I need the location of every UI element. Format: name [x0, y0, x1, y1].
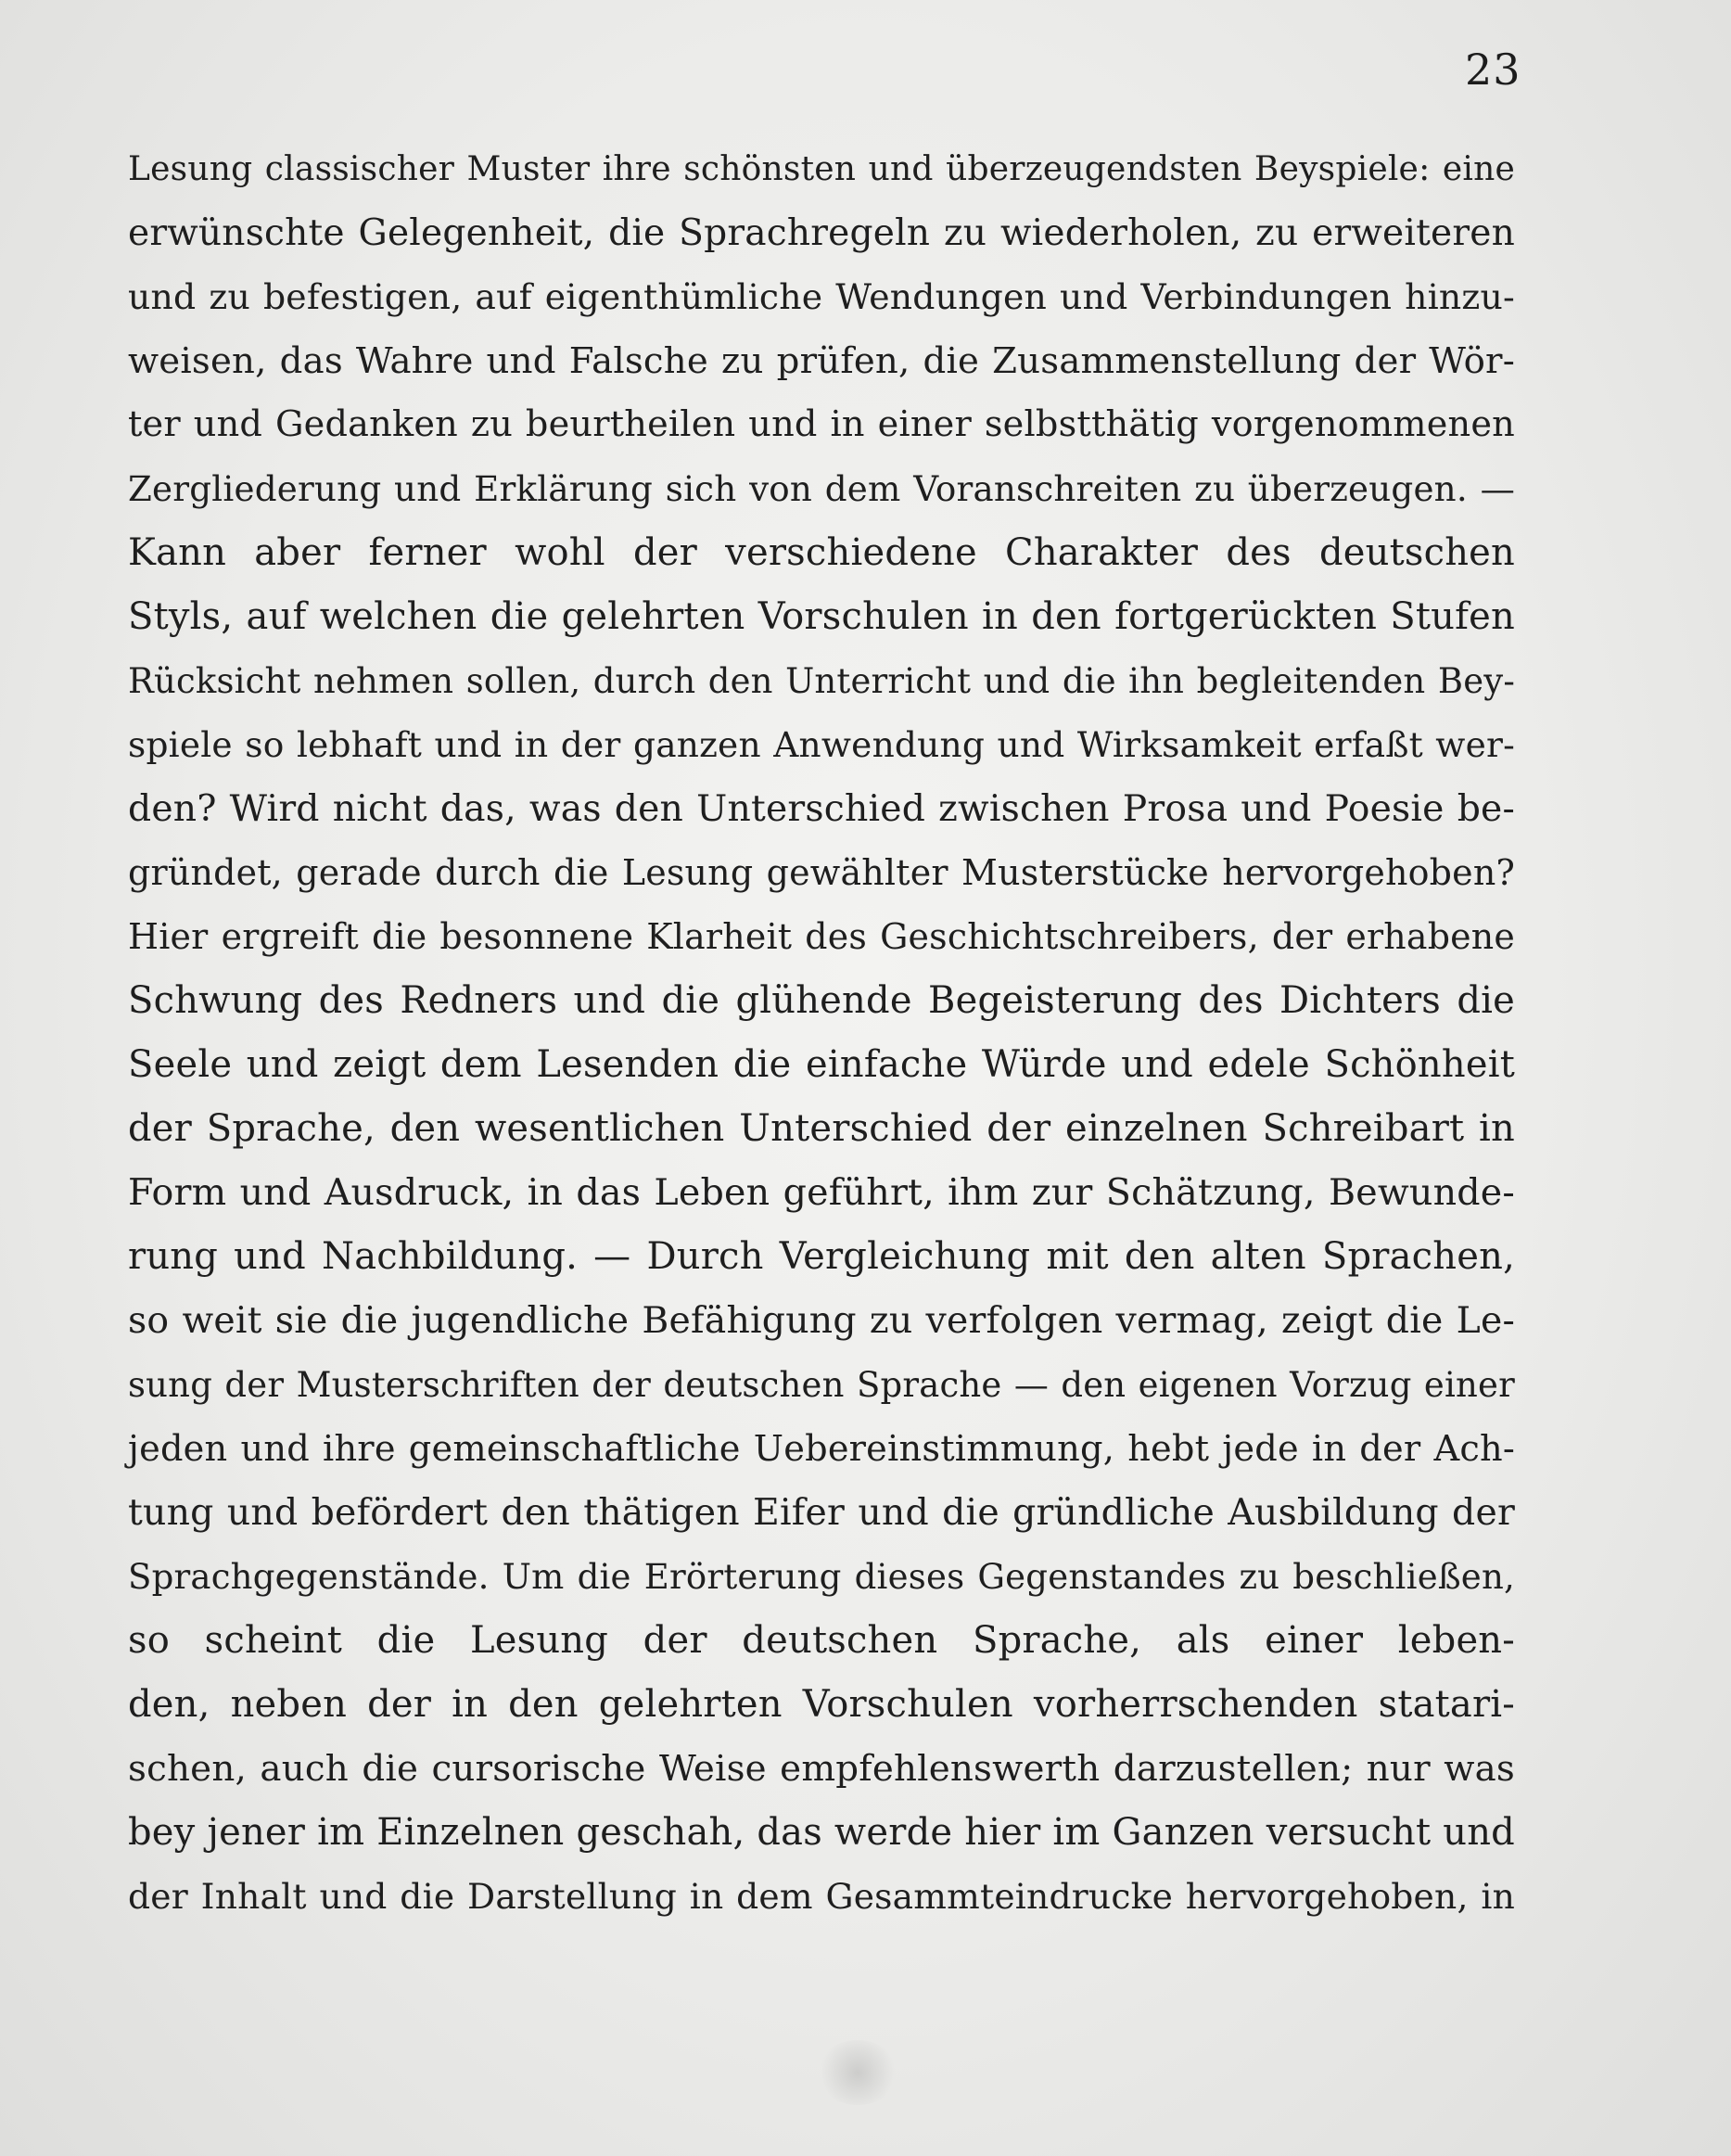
text-line: Form und Ausdruck, in das Leben geführt, ihm zur Schätzung, Bewunde-	[128, 1171, 1515, 1214]
text-line: schen, auch die cursorische Weise empfehlenswerth darzustellen; nur was	[128, 1748, 1515, 1790]
text-line: Styls, auf welchen die gelehrten Vorschulen in den fortgerückten Stufen	[128, 595, 1515, 638]
body-text	[128, 137, 1515, 1929]
ink-blot	[816, 2040, 899, 2105]
text-line: der Sprache, den wesentlichen Unterschied der einzelnen Schreibart in	[128, 1107, 1515, 1150]
text-line: tung und befördert den thätigen Eifer und die gründliche Ausbildung der	[128, 1491, 1515, 1534]
text-line: erwünschte Gelegenheit, die Sprachregeln zu wiederholen, zu erweiteren	[128, 212, 1515, 254]
text-line: Kann aber ferner wohl der verschiedene Charakter des deutschen	[128, 531, 1515, 574]
text-line: sung der Musterschriften der deutschen Sprache — den eigenen Vorzug einer	[128, 1365, 1515, 1405]
text-line: den? Wird nicht das, was den Unterschied zwischen Prosa und Poesie be-	[128, 788, 1515, 830]
text-line: Schwung des Redners und die glühende Begeisterung des Dichters die	[128, 979, 1515, 1022]
text-line: gründet, gerade durch die Lesung gewählter Musterstücke hervorgehoben?	[128, 852, 1515, 893]
text-line: ter und Gedanken zu beurtheilen und in einer selbstthätig vorgenommenen	[128, 404, 1515, 445]
text-line: Zergliederung und Erklärung sich von dem Voranschreiten zu überzeugen. —	[128, 468, 1515, 509]
page-number: 23	[1465, 45, 1521, 95]
text-line: Hier ergreift die besonnene Klarheit des Geschichtschreibers, der erhabene	[128, 916, 1515, 957]
text-line: Seele und zeigt dem Lesenden die einfache Würde und edele Schönheit	[128, 1043, 1515, 1086]
text-line: spiele so lebhaft und in der ganzen Anwendung und Wirksamkeit erfaßt wer-	[128, 724, 1515, 765]
text-line: so scheint die Lesung der deutschen Sprache, als einer leben-	[128, 1619, 1515, 1662]
text-line: weisen, das Wahre und Falsche zu prüfen, die Zusammenstellung der Wör-	[128, 340, 1515, 382]
text-line: jeden und ihre gemeinschaftliche Uebereinstimmung, hebt jede in der Ach-	[128, 1428, 1515, 1470]
text-line: Lesung classischer Muster ihre schönsten und überzeugendsten Beyspiele: eine	[128, 150, 1515, 188]
text-line: bey jener im Einzelnen geschah, das werde hier im Ganzen versucht und	[128, 1811, 1515, 1854]
text-line: der Inhalt und die Darstellung in dem Gesammteindrucke hervorgehoben, in	[128, 1876, 1515, 1917]
text-line: so weit sie die jugendliche Befähigung zu verfolgen vermag, zeigt die Le-	[128, 1299, 1515, 1342]
text-line: den, neben der in den gelehrten Vorschulen vorherrschenden statari-	[128, 1683, 1515, 1726]
text-line: Rücksicht nehmen sollen, durch den Unterricht und die ihn begleitenden Bey-	[128, 661, 1515, 701]
text-line: rung und Nachbildung. — Durch Vergleichung mit den alten Sprachen,	[128, 1235, 1515, 1278]
text-line: und zu befestigen, auf eigenthümliche Wendungen und Verbindungen hinzu-	[128, 276, 1515, 317]
text-line: Sprachgegenstände. Um die Erörterung dieses Gegenstandes zu beschließen,	[128, 1557, 1515, 1597]
